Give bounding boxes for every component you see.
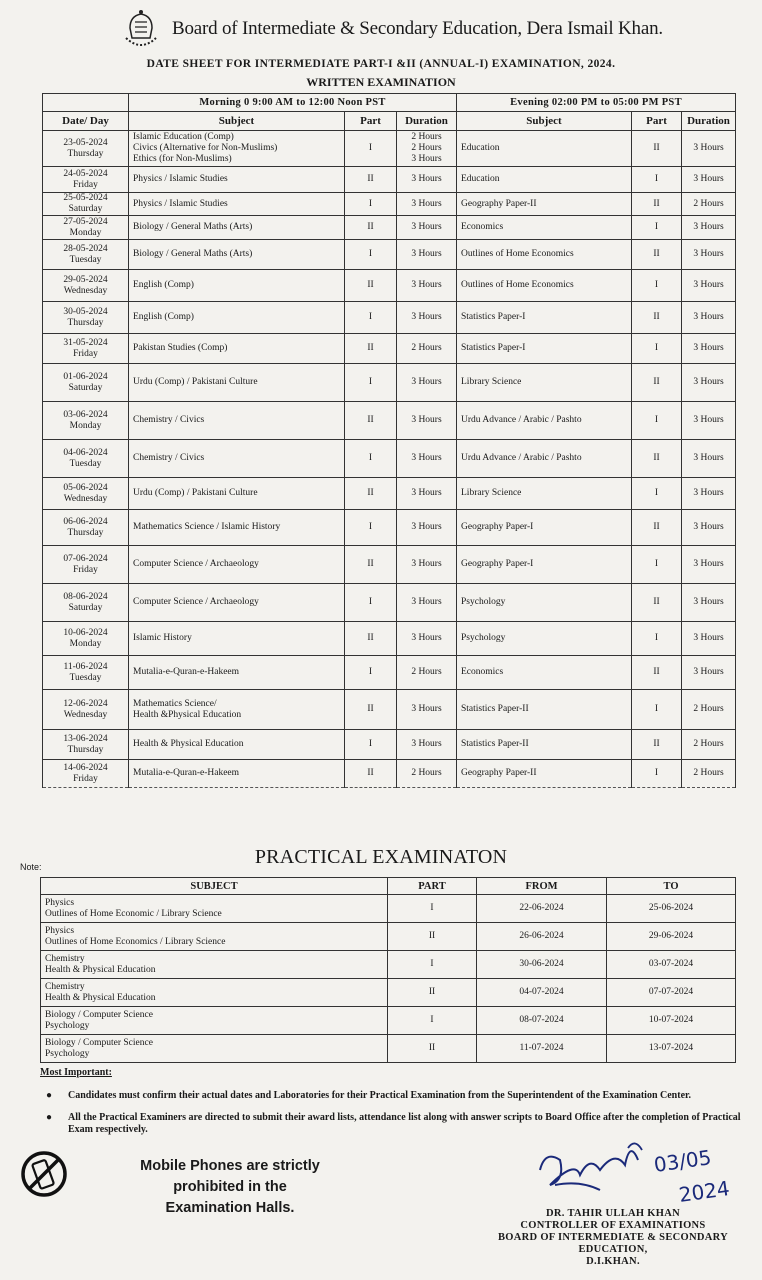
evening-duration-cell: 3 Hours: [682, 131, 736, 167]
exam-date: 28-05-2024: [63, 243, 108, 254]
morning-duration-cell: 3 Hours: [397, 193, 457, 216]
evening-part-cell: II: [632, 656, 682, 690]
bullet-icon: ●: [46, 1112, 53, 1123]
table-row: [43, 690, 736, 730]
practical-to-cell: 03-07-2024: [607, 951, 736, 979]
evening-part-cell: I: [632, 760, 682, 788]
morning-subject-cell: Biology / General Maths (Arts): [129, 216, 345, 240]
col-practical-part: PART: [388, 878, 477, 895]
blank-corner-cell: [43, 94, 129, 112]
col-morning-part: Part: [345, 112, 397, 131]
note-text: All the Practical Examiners are directed to submit their award lists, attendance list along with answer scripts to Board Office after the completion of Practical Exam respectively.: [68, 1112, 741, 1135]
date-cell: [43, 334, 129, 364]
exam-date: 06-06-2024: [63, 516, 108, 527]
exam-day: Thursday: [67, 527, 104, 538]
mobile-notice-line: Mobile Phones are strictly: [140, 1158, 320, 1174]
morning-subject-cell: Mutalia-e-Quran-e-Hakeem: [129, 656, 345, 690]
evening-subject-cell: Geography Paper-II: [457, 193, 632, 216]
svg-text:03/05: 03/05: [652, 1145, 713, 1177]
evening-part-cell: II: [632, 584, 682, 622]
board-logo-icon: [120, 8, 162, 52]
date-cell: [43, 546, 129, 584]
morning-part-cell: I: [345, 240, 397, 270]
morning-subject-cell: English (Comp): [129, 302, 345, 334]
evening-part-cell: II: [632, 364, 682, 402]
morning-subject-cell: English (Comp): [129, 270, 345, 302]
practical-part-cell: I: [388, 951, 477, 979]
exam-day: Monday: [69, 638, 102, 649]
exam-date: 07-06-2024: [63, 553, 108, 564]
date-cell: [43, 584, 129, 622]
table-row: [43, 270, 736, 302]
controller-name: DR. TAHIR ULLAH KHAN: [546, 1208, 680, 1219]
table-row: [43, 131, 736, 167]
evening-duration-cell: 3 Hours: [682, 510, 736, 546]
practical-from-cell: 26-06-2024: [477, 923, 607, 951]
exam-day: Saturday: [68, 204, 103, 214]
evening-duration-cell: 3 Hours: [682, 240, 736, 270]
exam-day: Friday: [73, 348, 98, 359]
morning-part-cell: I: [345, 730, 397, 760]
morning-part-cell: I: [345, 656, 397, 690]
col-practical-to: TO: [607, 878, 736, 895]
date-cell: [43, 730, 129, 760]
exam-date: 24-05-2024: [63, 168, 108, 179]
morning-part-cell: II: [345, 546, 397, 584]
table-row: [43, 546, 736, 584]
col-morning-duration: Duration: [397, 112, 457, 131]
evening-subject-cell: Economics: [457, 216, 632, 240]
evening-subject-cell: Geography Paper-I: [457, 546, 632, 584]
morning-part-cell: II: [345, 622, 397, 656]
exam-day: Friday: [73, 179, 98, 190]
evening-duration-cell: 3 Hours: [682, 167, 736, 193]
evening-subject-cell: Psychology: [457, 584, 632, 622]
morning-part-cell: II: [345, 334, 397, 364]
evening-part-cell: I: [632, 167, 682, 193]
practical-to-cell: 13-07-2024: [607, 1035, 736, 1063]
table-row: [43, 364, 736, 402]
evening-duration-cell: 2 Hours: [682, 730, 736, 760]
exam-day: Thursday: [67, 148, 104, 159]
evening-subject-cell: Psychology: [457, 622, 632, 656]
evening-part-cell: I: [632, 546, 682, 584]
evening-part-cell: II: [632, 510, 682, 546]
exam-date: 11-06-2024: [63, 661, 108, 672]
evening-duration-cell: 3 Hours: [682, 656, 736, 690]
morning-duration-cell: 3 Hours: [397, 240, 457, 270]
exam-day: Saturday: [68, 382, 103, 393]
mobile-notice-line: prohibited in the: [173, 1179, 287, 1195]
morning-subject-cell: Biology / General Maths (Arts): [129, 240, 345, 270]
exam-date: 10-06-2024: [63, 627, 108, 638]
morning-duration-cell: 3 Hours: [397, 622, 457, 656]
practical-subject-cell: Physics Outlines of Home Economic / Library Science: [41, 895, 388, 923]
exam-day: Tuesday: [69, 458, 102, 469]
morning-subject-cell: Pakistan Studies (Comp): [129, 334, 345, 364]
evening-subject-cell: Urdu Advance / Arabic / Pashto: [457, 440, 632, 478]
exam-day: Monday: [69, 420, 102, 431]
table-row: [41, 1007, 736, 1035]
morning-part-cell: II: [345, 478, 397, 510]
practical-part-cell: II: [388, 979, 477, 1007]
morning-duration-cell: 3 Hours: [397, 478, 457, 510]
col-practical-from: FROM: [477, 878, 607, 895]
morning-duration-cell: 3 Hours: [397, 270, 457, 302]
morning-duration-cell: 3 Hours: [397, 440, 457, 478]
evening-part-cell: I: [632, 270, 682, 302]
date-cell: [43, 478, 129, 510]
evening-subject-cell: Urdu Advance / Arabic / Pashto: [457, 402, 632, 440]
practical-exam-table: [40, 877, 736, 1063]
morning-part-cell: I: [345, 584, 397, 622]
board-organization: BOARD OF INTERMEDIATE & SECONDARY EDUCATION,: [497, 1232, 729, 1255]
practical-subject-cell: Physics Outlines of Home Economics / Library Science: [41, 923, 388, 951]
morning-part-cell: I: [345, 193, 397, 216]
table-row: [41, 951, 736, 979]
svg-text:2024: 2024: [677, 1176, 732, 1207]
practical-to-cell: 29-06-2024: [607, 923, 736, 951]
practical-part-cell: II: [388, 1035, 477, 1063]
date-cell: [43, 193, 129, 216]
evening-part-cell: II: [632, 131, 682, 167]
evening-part-cell: II: [632, 240, 682, 270]
evening-subject-cell: Geography Paper-II: [457, 760, 632, 788]
table-row: [43, 584, 736, 622]
date-cell: [43, 760, 129, 788]
morning-duration-cell: 2 Hours: [397, 760, 457, 788]
practical-from-cell: 04-07-2024: [477, 979, 607, 1007]
date-cell: [43, 167, 129, 193]
practical-exam-title: PRACTICAL EXAMINATON: [254, 846, 508, 868]
table-row: [41, 1035, 736, 1063]
written-exam-title: WRITTEN EXAMINATION: [306, 75, 456, 89]
exam-day: Tuesday: [69, 672, 102, 683]
evening-subject-cell: Statistics Paper-II: [457, 690, 632, 730]
exam-date: 03-06-2024: [63, 409, 108, 420]
evening-part-cell: I: [632, 334, 682, 364]
evening-subject-cell: Library Science: [457, 478, 632, 510]
date-sheet-title: DATE SHEET FOR INTERMEDIATE PART-I &II (ANNUAL-I) EXAMINATION, 2024.: [146, 58, 616, 70]
exam-date: 29-05-2024: [63, 274, 108, 285]
evening-part-cell: I: [632, 216, 682, 240]
morning-subject-cell: Physics / Islamic Studies: [129, 193, 345, 216]
col-evening-part: Part: [632, 112, 682, 131]
practical-subject-cell: Biology / Computer Science Psychology: [41, 1007, 388, 1035]
morning-subject-cell: Islamic History: [129, 622, 345, 656]
date-cell: [43, 656, 129, 690]
most-important-label: Most Important:: [40, 1067, 112, 1078]
exam-date: 30-05-2024: [63, 306, 108, 317]
controller-signature-block: [488, 1208, 738, 1268]
evening-subject-cell: Outlines of Home Economics: [457, 270, 632, 302]
morning-part-cell: II: [345, 690, 397, 730]
practical-subject-cell: Chemistry Health & Physical Education: [41, 979, 388, 1007]
evening-subject-cell: Education: [457, 167, 632, 193]
practical-from-cell: 22-06-2024: [477, 895, 607, 923]
evening-duration-cell: 2 Hours: [682, 193, 736, 216]
exam-date: 13-06-2024: [63, 733, 108, 744]
morning-duration-cell: 3 Hours: [397, 546, 457, 584]
evening-part-cell: I: [632, 690, 682, 730]
table-row: [43, 440, 736, 478]
morning-duration-cell: 3 Hours: [397, 584, 457, 622]
date-cell: [43, 690, 129, 730]
evening-duration-cell: 3 Hours: [682, 440, 736, 478]
morning-shift-header: Morning 0 9:00 AM to 12:00 Noon PST: [129, 94, 457, 112]
evening-part-cell: II: [632, 730, 682, 760]
table-row: [41, 895, 736, 923]
morning-subject-cell: Urdu (Comp) / Pakistani Culture: [129, 364, 345, 402]
date-cell: [43, 302, 129, 334]
exam-day: Thursday: [67, 317, 104, 328]
evening-duration-cell: 3 Hours: [682, 334, 736, 364]
table-row: [43, 302, 736, 334]
evening-duration-cell: 2 Hours: [682, 690, 736, 730]
evening-subject-cell: Statistics Paper-I: [457, 302, 632, 334]
practical-part-cell: II: [388, 923, 477, 951]
practical-to-cell: 10-07-2024: [607, 1007, 736, 1035]
exam-date: 08-06-2024: [63, 591, 108, 602]
morning-subject-cell: Islamic Education (Comp) Civics (Alternative for Non-Muslims) Ethics (for Non-Muslims): [129, 131, 345, 167]
table-row: [43, 622, 736, 656]
practical-from-cell: 08-07-2024: [477, 1007, 607, 1035]
evening-duration-cell: 2 Hours: [682, 760, 736, 788]
evening-subject-cell: Statistics Paper-I: [457, 334, 632, 364]
morning-duration-cell: 2 Hours 2 Hours 3 Hours: [397, 131, 457, 167]
evening-part-cell: I: [632, 402, 682, 440]
mobile-notice-line: Examination Halls.: [165, 1200, 295, 1216]
evening-duration-cell: 3 Hours: [682, 546, 736, 584]
evening-part-cell: I: [632, 478, 682, 510]
practical-subject-cell: Chemistry Health & Physical Education: [41, 951, 388, 979]
morning-part-cell: II: [345, 167, 397, 193]
evening-subject-cell: Statistics Paper-II: [457, 730, 632, 760]
exam-day: Wednesday: [63, 285, 108, 296]
morning-part-cell: I: [345, 440, 397, 478]
date-cell: [43, 402, 129, 440]
col-morning-subject: Subject: [129, 112, 345, 131]
exam-day: Wednesday: [63, 493, 108, 504]
practical-part-cell: I: [388, 1007, 477, 1035]
mobile-phones-notice: [120, 1156, 340, 1219]
table-row: [43, 656, 736, 690]
morning-part-cell: I: [345, 364, 397, 402]
evening-subject-cell: Geography Paper-I: [457, 510, 632, 546]
evening-duration-cell: 3 Hours: [682, 622, 736, 656]
note-text: Candidates must confirm their actual dates and Laboratories for their Practical Examination from the Superintendent of the Examination Center.: [68, 1090, 692, 1101]
table-row: [43, 510, 736, 546]
morning-part-cell: I: [345, 510, 397, 546]
morning-part-cell: I: [345, 131, 397, 167]
exam-day: Monday: [69, 227, 102, 238]
table-row: [43, 402, 736, 440]
evening-duration-cell: 3 Hours: [682, 302, 736, 334]
evening-subject-cell: Economics: [457, 656, 632, 690]
col-evening-subject: Subject: [457, 112, 632, 131]
exam-day: Friday: [73, 564, 98, 575]
practical-part-cell: I: [388, 895, 477, 923]
board-city: D.I.KHAN.: [586, 1256, 640, 1267]
exam-day: Friday: [73, 773, 98, 784]
morning-part-cell: I: [345, 302, 397, 334]
exam-day: Wednesday: [63, 709, 108, 720]
morning-duration-cell: 3 Hours: [397, 302, 457, 334]
table-row: [41, 923, 736, 951]
col-practical-subject: SUBJECT: [41, 878, 388, 895]
date-cell: [43, 131, 129, 167]
morning-part-cell: II: [345, 216, 397, 240]
morning-subject-cell: Physics / Islamic Studies: [129, 167, 345, 193]
evening-subject-cell: Outlines of Home Economics: [457, 240, 632, 270]
practical-subject-cell: Biology / Computer Science Psychology: [41, 1035, 388, 1063]
morning-subject-cell: Health & Physical Education: [129, 730, 345, 760]
date-cell: [43, 364, 129, 402]
table-row: [43, 167, 736, 193]
exam-date: 27-05-2024: [63, 216, 108, 227]
morning-duration-cell: 3 Hours: [397, 402, 457, 440]
table-row: [43, 730, 736, 760]
exam-date: 31-05-2024: [63, 337, 108, 348]
exam-date: 04-06-2024: [63, 447, 108, 458]
table-row: [43, 760, 736, 788]
morning-duration-cell: 2 Hours: [397, 656, 457, 690]
exam-date: 23-05-2024: [63, 137, 108, 148]
morning-duration-cell: 3 Hours: [397, 364, 457, 402]
morning-subject-cell: Mutalia-e-Quran-e-Hakeem: [129, 760, 345, 788]
date-cell: [43, 270, 129, 302]
practical-to-cell: 25-06-2024: [607, 895, 736, 923]
morning-subject-cell: Chemistry / Civics: [129, 440, 345, 478]
evening-part-cell: II: [632, 440, 682, 478]
morning-duration-cell: 3 Hours: [397, 730, 457, 760]
morning-part-cell: II: [345, 402, 397, 440]
evening-duration-cell: 3 Hours: [682, 402, 736, 440]
evening-duration-cell: 3 Hours: [682, 478, 736, 510]
bullet-icon: ●: [46, 1090, 53, 1101]
morning-duration-cell: 3 Hours: [397, 216, 457, 240]
date-cell: [43, 510, 129, 546]
exam-date: 14-06-2024: [63, 762, 108, 773]
practical-to-cell: 07-07-2024: [607, 979, 736, 1007]
morning-duration-cell: 3 Hours: [397, 690, 457, 730]
evening-duration-cell: 3 Hours: [682, 270, 736, 302]
evening-duration-cell: 3 Hours: [682, 364, 736, 402]
evening-part-cell: II: [632, 193, 682, 216]
evening-shift-header: Evening 02:00 PM to 05:00 PM PST: [457, 94, 736, 112]
evening-part-cell: II: [632, 302, 682, 334]
exam-day: Thursday: [67, 744, 104, 755]
date-cell: [43, 216, 129, 240]
table-row: [43, 216, 736, 240]
no-mobile-phone-icon: [20, 1150, 68, 1198]
morning-subject-cell: Computer Science / Archaeology: [129, 546, 345, 584]
table-row: [43, 240, 736, 270]
col-evening-duration: Duration: [682, 112, 736, 131]
morning-subject-cell: Urdu (Comp) / Pakistani Culture: [129, 478, 345, 510]
note-item: [46, 1090, 758, 1104]
table-row: [43, 193, 736, 216]
date-cell: [43, 240, 129, 270]
exam-day: Saturday: [68, 602, 103, 613]
evening-duration-cell: 3 Hours: [682, 584, 736, 622]
board-title: Board of Intermediate & Secondary Education, Dera Ismail Khan.: [172, 18, 663, 39]
practical-from-cell: 30-06-2024: [477, 951, 607, 979]
table-row: [43, 334, 736, 364]
date-cell: [43, 622, 129, 656]
evening-part-cell: I: [632, 622, 682, 656]
morning-duration-cell: 3 Hours: [397, 510, 457, 546]
exam-date: 01-06-2024: [63, 371, 108, 382]
controller-designation: CONTROLLER OF EXAMINATIONS: [520, 1220, 706, 1231]
written-exam-table: [42, 93, 736, 788]
practical-from-cell: 11-07-2024: [477, 1035, 607, 1063]
note-label: Note:: [20, 862, 42, 872]
exam-date: 05-06-2024: [63, 482, 108, 493]
morning-subject-cell: Mathematics Science/ Health &Physical Education: [129, 690, 345, 730]
morning-part-cell: II: [345, 760, 397, 788]
evening-duration-cell: 3 Hours: [682, 216, 736, 240]
evening-subject-cell: Education: [457, 131, 632, 167]
morning-duration-cell: 2 Hours: [397, 334, 457, 364]
evening-subject-cell: Library Science: [457, 364, 632, 402]
morning-subject-cell: Computer Science / Archaeology: [129, 584, 345, 622]
table-row: [41, 979, 736, 1007]
morning-subject-cell: Mathematics Science / Islamic History: [129, 510, 345, 546]
exam-date: 12-06-2024: [63, 698, 108, 709]
exam-date: 25-05-2024: [63, 193, 108, 203]
morning-part-cell: II: [345, 270, 397, 302]
morning-subject-cell: Chemistry / Civics: [129, 402, 345, 440]
morning-duration-cell: 3 Hours: [397, 167, 457, 193]
col-date-day: Date/ Day: [43, 112, 129, 131]
table-row: [43, 478, 736, 510]
date-cell: [43, 440, 129, 478]
exam-day: Tuesday: [69, 254, 102, 265]
